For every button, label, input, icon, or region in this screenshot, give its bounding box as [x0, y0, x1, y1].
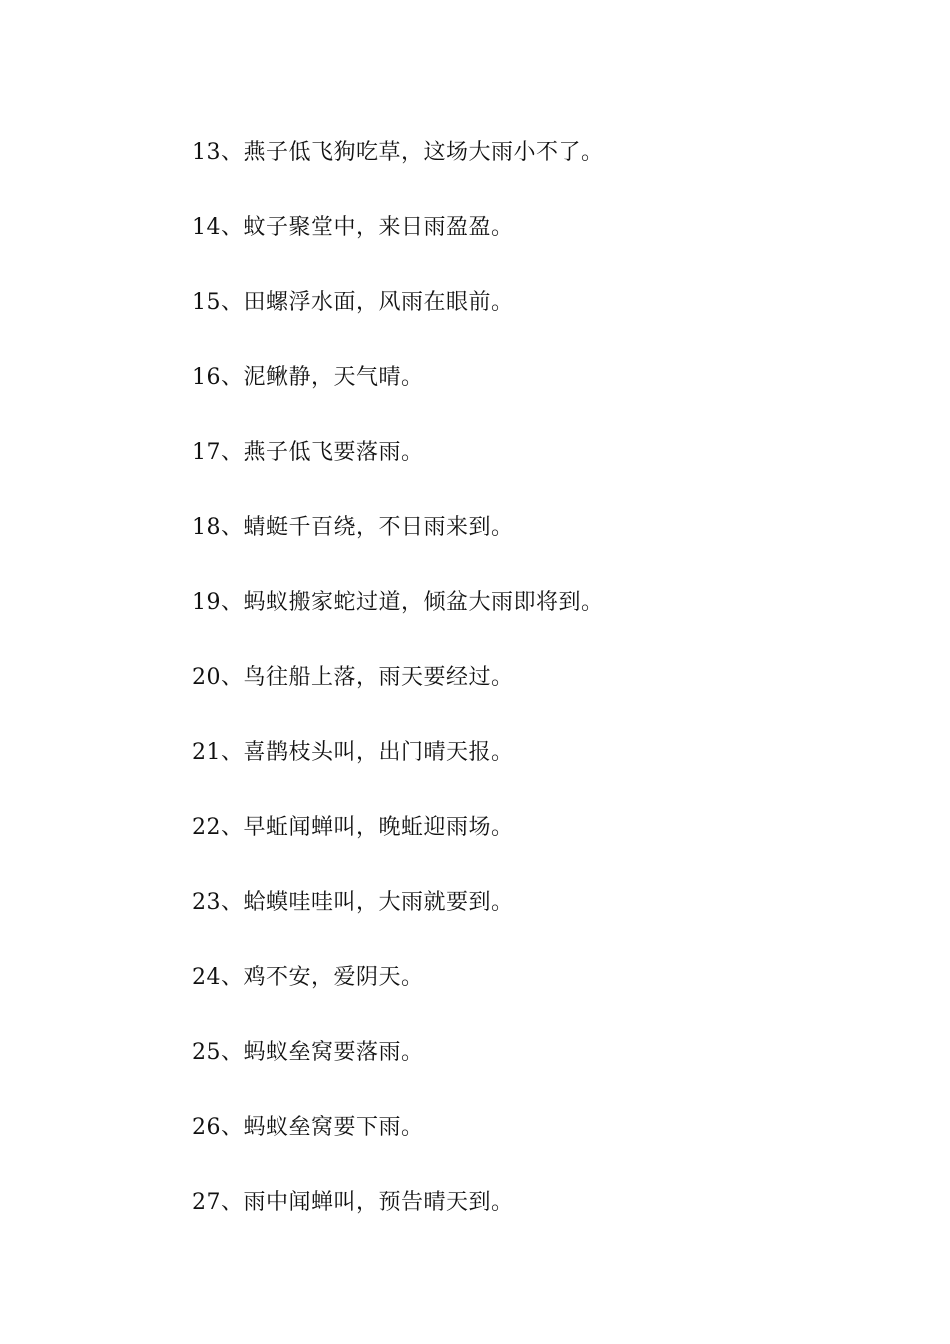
list-item: 23、蛤蟆哇哇叫，大雨就要到。 [192, 890, 514, 915]
proverb-list [192, 134, 604, 1259]
list-item: 27、雨中闻蝉叫，预告晴天到。 [192, 1190, 514, 1215]
list-item: 19、蚂蚁搬家蛇过道，倾盆大雨即将到。 [192, 590, 604, 615]
list-item: 26、蚂蚁垒窝要下雨。 [192, 1115, 424, 1140]
list-item: 17、燕子低飞要落雨。 [192, 440, 424, 465]
list-item: 21、喜鹊枝头叫，出门晴天报。 [192, 740, 514, 765]
list-item: 13、燕子低飞狗吃草，这场大雨小不了。 [192, 140, 604, 165]
list-item: 24、鸡不安，爱阴天。 [192, 965, 424, 990]
list-item: 15、田螺浮水面，风雨在眼前。 [192, 290, 514, 315]
list-item: 20、鸟往船上落，雨天要经过。 [192, 665, 514, 690]
list-item: 14、蚊子聚堂中，来日雨盈盈。 [192, 215, 514, 240]
list-item: 18、蜻蜓千百绕，不日雨来到。 [192, 515, 514, 540]
list-item: 22、早蚯闻蝉叫，晚蚯迎雨场。 [192, 815, 514, 840]
list-item: 25、蚂蚁垒窝要落雨。 [192, 1040, 424, 1065]
list-item: 16、泥鳅静，天气晴。 [192, 365, 424, 390]
